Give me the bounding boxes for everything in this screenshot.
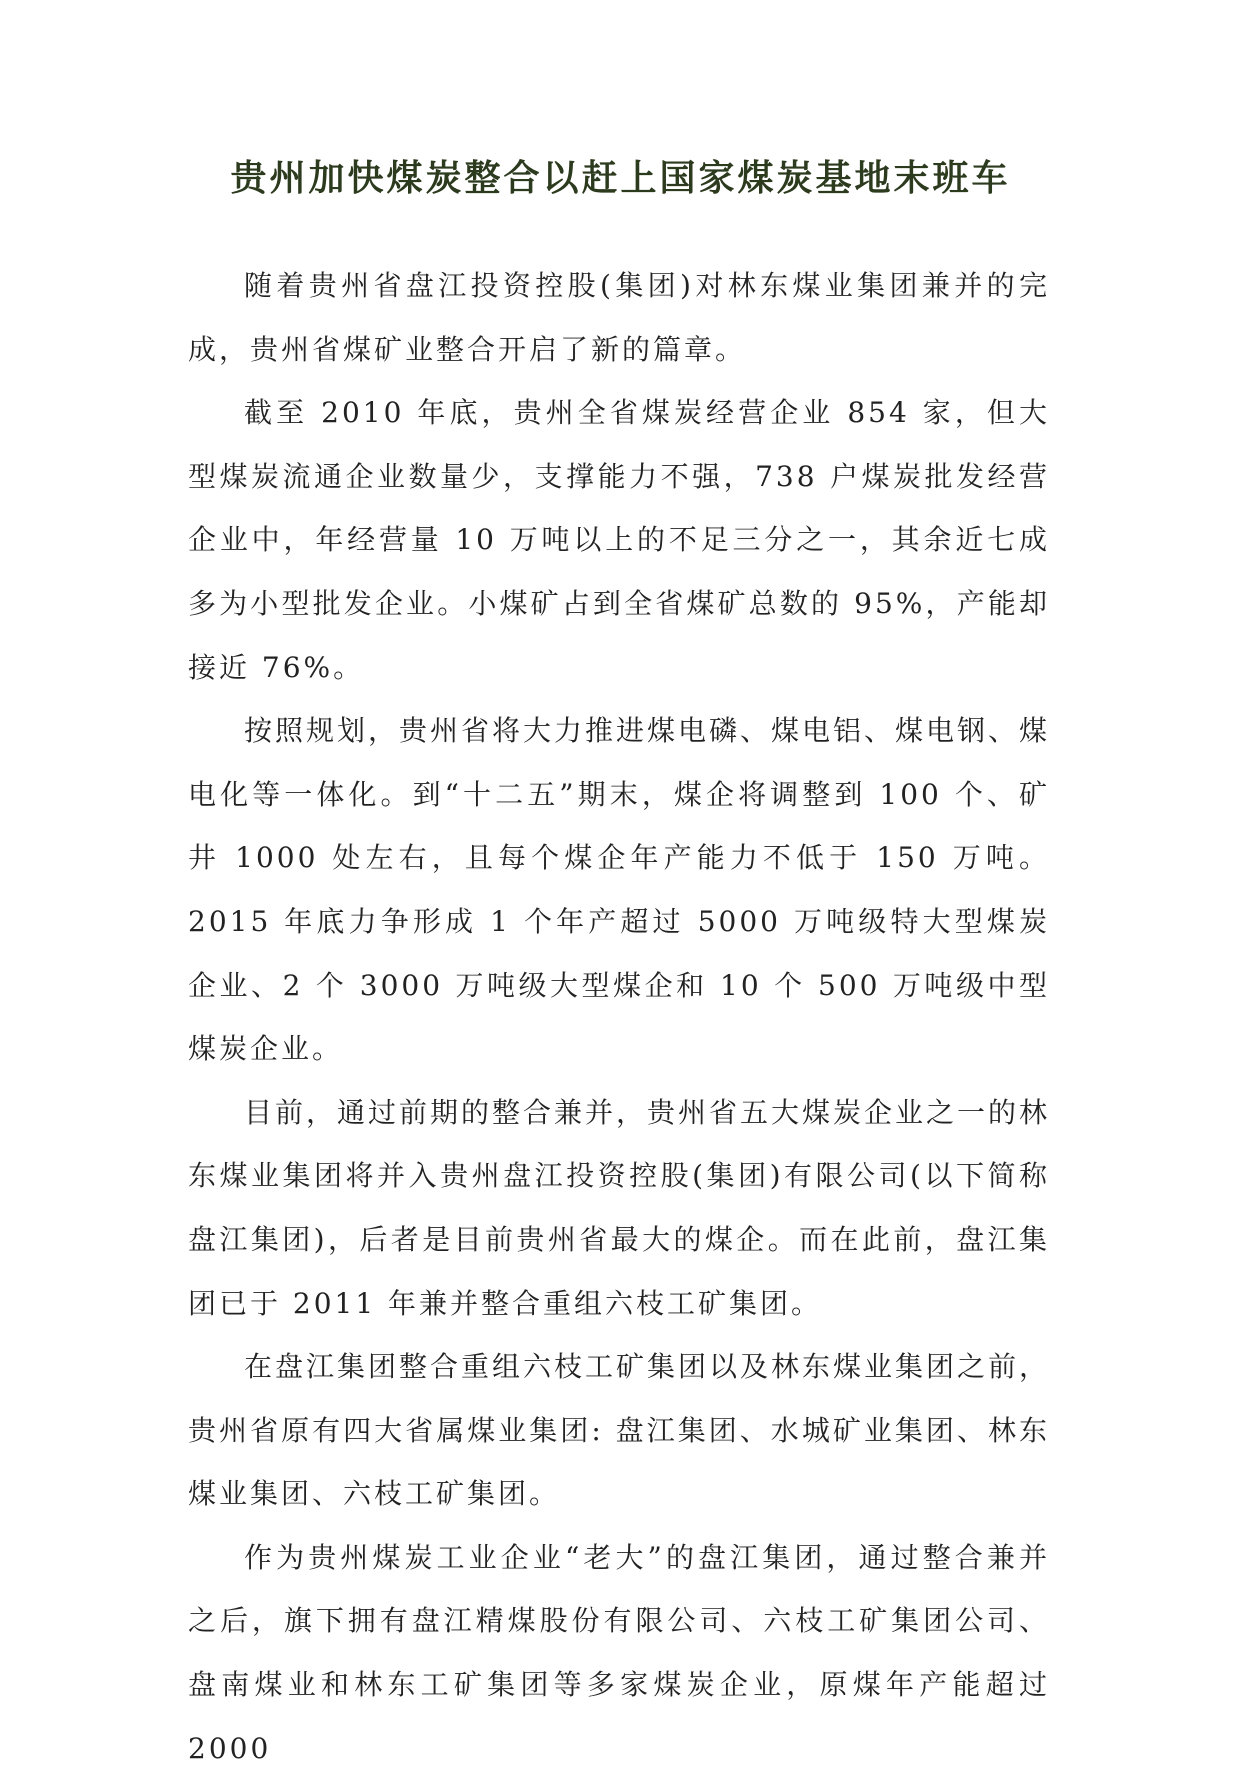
paragraph-1: 随着贵州省盘江投资控股(集团)对林东煤业集团兼并的完成，贵州省煤矿业整合开启了新的篇章。 — [188, 269, 1050, 366]
paragraph-2: 截至 2010 年底，贵州全省煤炭经营企业 854 家，但大型煤炭流通企业数量少，支撑能力不强，738 户煤炭批发经营企业中，年经营量 10 万吨以上的不足三分之一，其余近七成多为小型批发企业。小煤矿占到全省煤矿总数的 95%，产能却接近 76%。 — [188, 396, 1050, 684]
paragraph-6: 作为贵州煤炭工业企业“老大”的盘江集团，通过整合兼并之后，旗下拥有盘江精煤股份有限公司、六枝工矿集团公司、盘南煤业和林东工矿集团等多家煤炭企业，原煤年产能超过 2000 — [188, 1540, 1050, 1765]
paragraph-3: 按照规划，贵州省将大力推进煤电磷、煤电铝、煤电钢、煤电化等一体化。到“十二五”期末，煤企将调整到 100 个、矿井 1000 处左右，且每个煤企年产能力不低于 150 万吨。2015 年底力争形成 1 个年产超过 5000 万吨级特大型煤炭企业、2 个 3000 万吨级大型煤企和 10 个 500 万吨级中型煤炭企业。 — [188, 714, 1051, 1066]
document-title: 贵州加快煤炭整合以赶上国家煤炭基地末班车 — [230, 157, 1011, 199]
paragraph-5: 在盘江集团整合重组六枝工矿集团以及林东煤业集团之前，贵州省原有四大省属煤业集团: 盘江集团、水城矿业集团、林东煤业集团、六枝工矿集团。 — [188, 1350, 1051, 1511]
paragraph-4: 目前，通过前期的整合兼并，贵州省五大煤炭企业之一的林东煤业集团将并入贵州盘江投资控股(集团)有限公司(以下简称盘江集团)，后者是目前贵州省最大的煤企。而在此前，盘江集团已于 2011 年兼并整合重组六枝工矿集团。 — [188, 1095, 1051, 1320]
document-body — [188, 254, 1050, 1780]
